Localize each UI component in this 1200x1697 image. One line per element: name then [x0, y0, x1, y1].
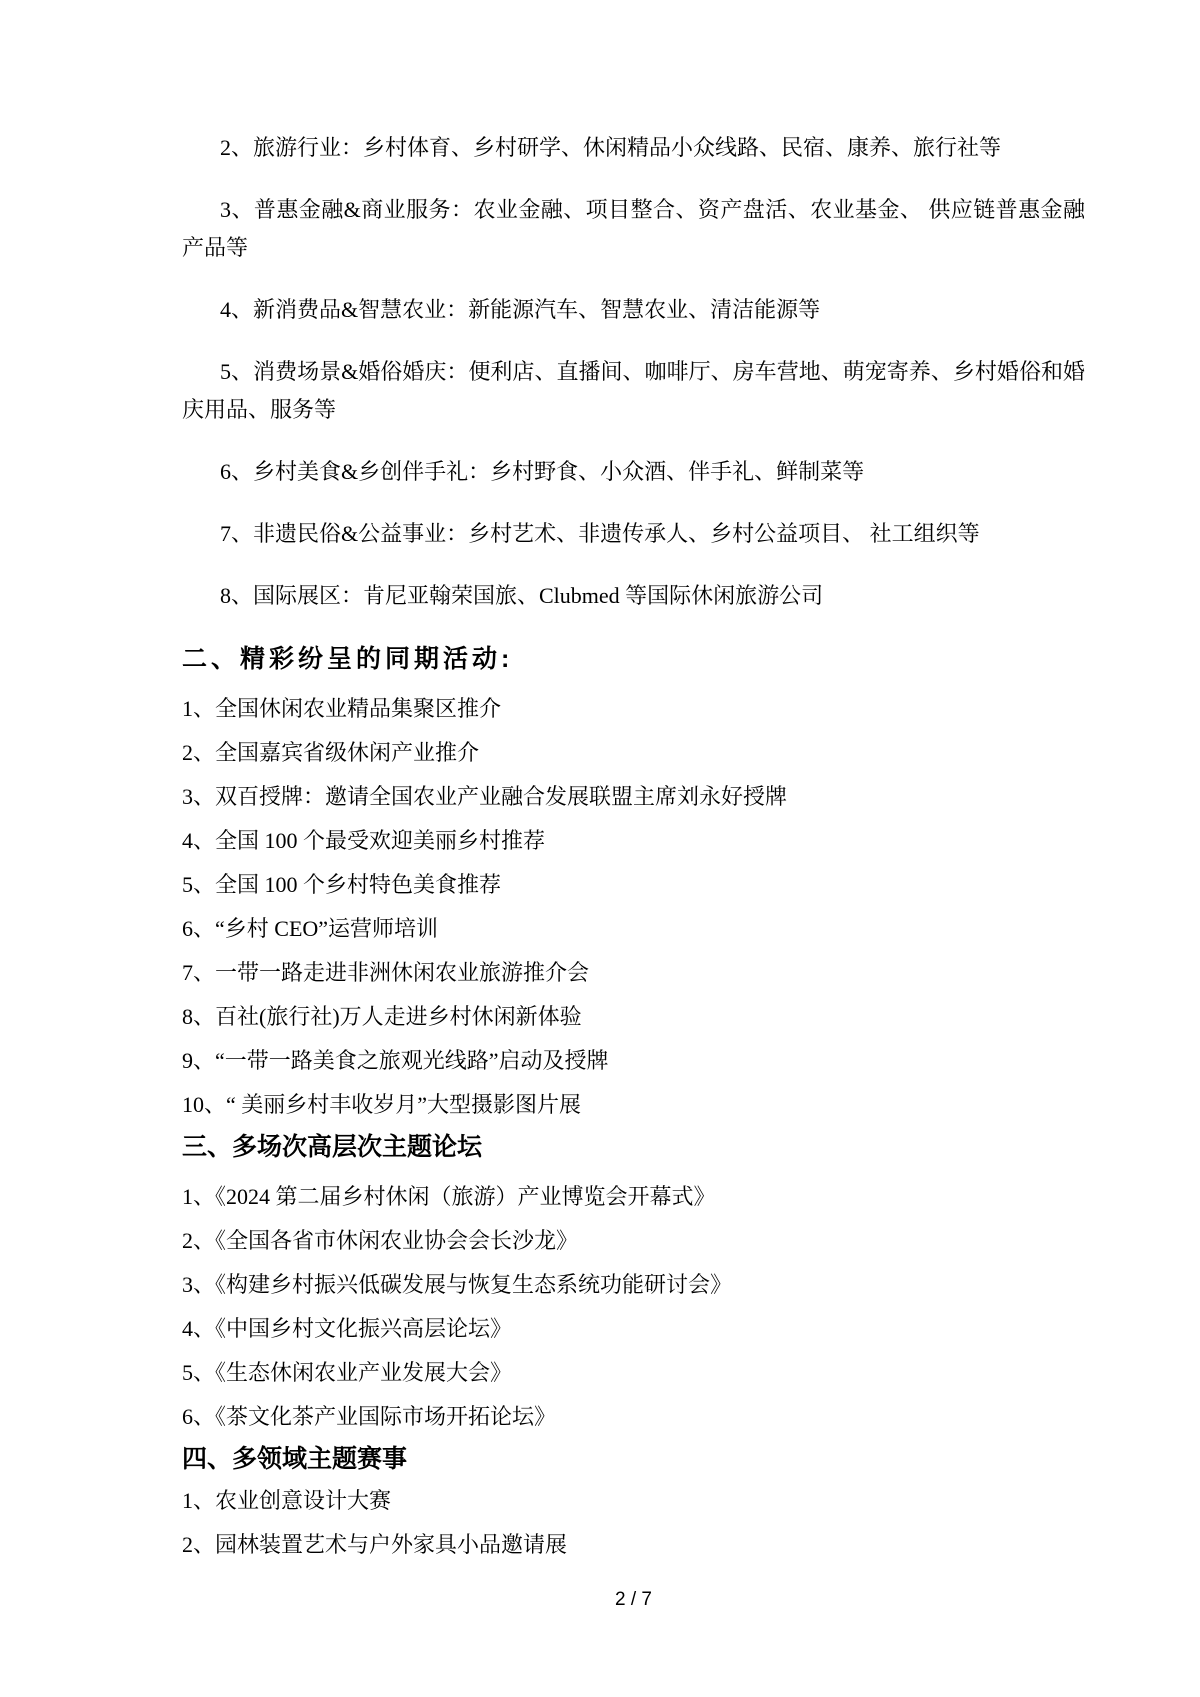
body-paragraph: 5、消费场景&婚俗婚庆：便利店、直播间、咖啡厅、房车营地、萌宠寄养、乡村婚俗和婚庆用品、服务等 [182, 359, 1085, 422]
list-item: 1、农业创意设计大赛 [182, 1488, 392, 1513]
list-item: 2、全国嘉宾省级休闲产业推介 [182, 740, 480, 765]
list-item: 1、全国休闲农业精品集聚区推介 [182, 696, 502, 721]
list-item: 1、《2024 第二届乡村休闲（旅游）产业博览会开幕式》 [182, 1184, 716, 1209]
body-paragraph: 3、普惠金融&商业服务：农业金融、项目整合、资产盘活、农业基金、 供应链普惠金融产品等 [182, 197, 1085, 260]
body-paragraph: 4、新消费品&智慧农业：新能源汽车、智慧农业、清洁能源等 [220, 297, 821, 322]
list-item: 5、全国 100 个乡村特色美食推荐 [182, 872, 502, 897]
list-item: 9、“一带一路美食之旅观光线路”启动及授牌 [182, 1048, 609, 1073]
list-item: 4、《中国乡村文化振兴高层论坛》 [182, 1316, 513, 1341]
concurrent-activities-list [182, 687, 1085, 1127]
body-paragraph: 2、旅游行业：乡村体育、乡村研学、休闲精品小众线路、民宿、康养、旅行社等 [220, 135, 1002, 160]
theme-competitions-list [182, 1479, 1085, 1567]
page-number: 2 / 7 [615, 1589, 652, 1610]
body-paragraph: 7、非遗民俗&公益事业：乡村艺术、非遗传承人、乡村公益项目、 社工组织等 [220, 521, 980, 546]
list-item: 6、“乡村 CEO”运营师培训 [182, 916, 439, 941]
list-item: 5、《生态休闲农业产业发展大会》 [182, 1360, 513, 1385]
section-heading-theme-forums: 三、多场次高层次主题论坛 [182, 1133, 483, 1161]
list-item: 4、全国 100 个最受欢迎美丽乡村推荐 [182, 828, 546, 853]
list-item: 7、一带一路走进非洲休闲农业旅游推介会 [182, 960, 590, 985]
list-item: 2、园林装置艺术与户外家具小品邀请展 [182, 1532, 568, 1557]
list-item: 3、双百授牌：邀请全国农业产业融合发展联盟主席刘永好授牌 [182, 784, 788, 809]
theme-forums-list [182, 1175, 1085, 1439]
list-item: 6、《茶文化茶产业国际市场开拓论坛》 [182, 1404, 557, 1429]
section-heading-theme-competitions: 四、多领域主题赛事 [182, 1445, 408, 1473]
list-item: 8、百社(旅行社)万人走进乡村休闲新体验 [182, 1004, 582, 1029]
body-paragraph: 6、乡村美食&乡创伴手礼：乡村野食、小众酒、伴手礼、鲜制菜等 [220, 459, 865, 484]
list-item: 10、“ 美丽乡村丰收岁月”大型摄影图片展 [182, 1092, 582, 1117]
list-item: 3、《构建乡村振兴低碳发展与恢复生态系统功能研讨会》 [182, 1272, 733, 1297]
section-heading-concurrent-activities: 二、精彩纷呈的同期活动: [182, 645, 514, 673]
list-item: 2、《全国各省市休闲农业协会会长沙龙》 [182, 1228, 579, 1253]
body-paragraph: 8、国际展区：肯尼亚翰荣国旅、Clubmed 等国际休闲旅游公司 [220, 583, 824, 608]
